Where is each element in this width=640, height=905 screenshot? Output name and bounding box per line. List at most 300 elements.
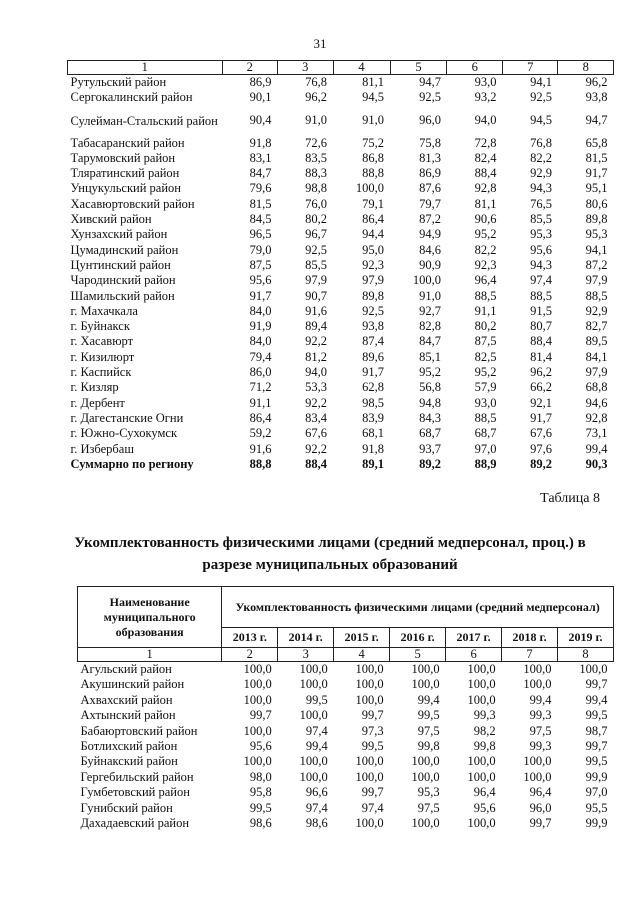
cell-value: 89,8 [585, 212, 608, 227]
cell-value: 80,2 [305, 212, 328, 227]
cell-value: 99,3 [529, 739, 552, 754]
table-row [68, 106, 614, 136]
total-value: 89,2 [419, 456, 441, 471]
column-number: 6 [447, 61, 503, 75]
column-number: 6 [446, 648, 502, 662]
cell-value: 68,1 [362, 426, 384, 441]
cell-value: 99,5 [585, 708, 608, 723]
column-number: 1 [78, 648, 222, 662]
cell-value: 85,5 [305, 257, 328, 272]
cell-value: 97,6 [530, 441, 552, 456]
row-name: Сергокалинский район [70, 90, 193, 105]
row-name: Ахвахский район [80, 692, 173, 707]
cell-value: 87,5 [249, 257, 272, 272]
table-nurse-staffing [77, 586, 614, 831]
cell-value: 97,5 [417, 723, 440, 738]
column-number-row [68, 61, 614, 75]
cell-value: 99,5 [361, 739, 384, 754]
cell-value: 87,4 [362, 334, 384, 349]
cell-value: 92,5 [419, 90, 441, 105]
cell-value: 100,0 [299, 708, 328, 723]
row-name: г. Махачкала [70, 303, 138, 318]
cell-value: 97,9 [585, 273, 608, 288]
cell-value: 92,9 [530, 166, 552, 181]
cell-value: 100,0 [467, 769, 496, 784]
cell-value: 87,2 [419, 212, 441, 227]
table-row [68, 136, 614, 151]
column-number: 4 [333, 61, 390, 75]
cell-value: 100,0 [355, 662, 384, 676]
cell-value: 97,9 [362, 273, 384, 288]
table-row [78, 693, 614, 708]
cell-value: 99,5 [249, 800, 272, 815]
cell-value: 92,5 [362, 303, 384, 318]
row-name: г. Каспийск [70, 365, 132, 380]
cell-value: 71,2 [249, 380, 272, 395]
cell-value: 83,9 [362, 410, 384, 425]
cell-value: 91,9 [249, 319, 272, 334]
cell-value: 91,7 [362, 365, 384, 380]
cell-value: 92,8 [474, 181, 497, 196]
cell-value: 99,9 [585, 769, 608, 784]
page-number: 31 [313, 36, 327, 51]
cell-value: 95,3 [417, 785, 440, 800]
table-row [68, 365, 614, 380]
cell-value: 92,2 [305, 395, 328, 410]
column-number: 5 [390, 61, 447, 75]
cell-value: 100,0 [243, 677, 272, 692]
cell-value: 79,6 [249, 181, 272, 196]
cell-value: 99,4 [417, 692, 440, 707]
cell-value: 94,0 [305, 365, 328, 380]
cell-value: 97,0 [585, 785, 608, 800]
table-row [68, 442, 614, 457]
row-name: Табасаранский район [70, 135, 185, 150]
cell-value: 79,1 [362, 196, 384, 211]
cell-value: 97,4 [530, 273, 552, 288]
table-row [78, 724, 614, 739]
table-row [78, 662, 614, 678]
total-value: 89,1 [362, 456, 384, 471]
cell-value: 91,7 [249, 288, 272, 303]
cell-value: 90,7 [305, 288, 328, 303]
row-name: г. Дербент [70, 395, 125, 410]
cell-value: 94,7 [585, 112, 608, 127]
cell-value: 93,8 [362, 319, 384, 334]
cell-value: 67,6 [530, 426, 552, 441]
cell-value: 98,6 [249, 816, 272, 831]
cell-value: 100,0 [243, 754, 272, 769]
cell-value: 83,5 [305, 150, 328, 165]
table-row [68, 380, 614, 395]
cell-value: 86,0 [249, 365, 272, 380]
table-title: Укомплектованность физическими лицами (средний медперсонал, проц.) в разрезе муниципальных образований [74, 535, 586, 573]
year-header: 2018 г. [502, 628, 558, 648]
cell-value: 94,8 [419, 395, 441, 410]
row-name: Гергебильский район [80, 769, 194, 784]
cell-value: 91,0 [362, 112, 384, 127]
cell-value: 92,2 [305, 441, 328, 456]
year-header: 2017 г. [446, 628, 502, 648]
cell-value: 81,5 [585, 150, 608, 165]
cell-value: 81,3 [419, 150, 441, 165]
cell-value: 100,0 [467, 754, 496, 769]
cell-value: 100,0 [523, 662, 552, 676]
total-value: 90,3 [585, 456, 608, 471]
table-row [68, 411, 614, 426]
table-staffing-continued [67, 60, 614, 472]
cell-value: 85,1 [419, 349, 441, 364]
cell-value: 97,4 [305, 800, 328, 815]
cell-value: 96,0 [529, 800, 552, 815]
cell-value: 96,0 [419, 112, 441, 127]
cell-value: 99,4 [585, 692, 608, 707]
table-row [78, 754, 614, 769]
cell-value: 82,7 [585, 319, 608, 334]
cell-value: 100,0 [579, 662, 608, 676]
cell-value: 94,5 [530, 112, 552, 127]
table-row [68, 289, 614, 304]
cell-value: 99,9 [585, 816, 608, 831]
cell-value: 98,8 [305, 181, 328, 196]
cell-value: 99,4 [529, 692, 552, 707]
cell-value: 95,3 [530, 227, 552, 242]
row-name: Тарумовский район [70, 150, 176, 165]
row-name: Буйнакский район [80, 754, 178, 769]
cell-value: 95,2 [474, 227, 497, 242]
cell-value: 76,5 [530, 196, 552, 211]
column-group-header: Укомплектованность физическими лицами (средний медперсонал) [222, 587, 614, 628]
cell-value: 96,2 [585, 75, 608, 89]
cell-value: 86,9 [419, 166, 441, 181]
row-name: Хунзахский район [70, 227, 168, 242]
table-row [68, 227, 614, 242]
cell-value: 82,5 [474, 349, 497, 364]
cell-value: 97,3 [361, 723, 384, 738]
cell-value: 95,8 [249, 785, 272, 800]
table-row [78, 816, 614, 831]
cell-value: 100,0 [411, 769, 440, 784]
cell-value: 76,0 [305, 196, 328, 211]
cell-value: 96,4 [474, 273, 497, 288]
row-name: Хасавюртовский район [70, 196, 195, 211]
cell-value: 62,8 [362, 380, 384, 395]
cell-value: 76,8 [305, 75, 328, 89]
cell-value: 84,7 [419, 334, 441, 349]
cell-value: 91,8 [249, 135, 272, 150]
cell-value: 81,1 [474, 196, 497, 211]
cell-value: 72,8 [474, 135, 497, 150]
cell-value: 100,0 [299, 677, 328, 692]
cell-value: 84,0 [249, 303, 272, 318]
cell-value: 75,2 [362, 135, 384, 150]
cell-value: 100,0 [299, 662, 328, 676]
cell-value: 100,0 [299, 769, 328, 784]
cell-value: 99,7 [585, 739, 608, 754]
cell-value: 95,0 [362, 242, 384, 257]
cell-value: 94,1 [585, 242, 608, 257]
row-name: Гунибский район [80, 800, 173, 815]
cell-value: 100,0 [355, 677, 384, 692]
cell-value: 91,7 [530, 410, 552, 425]
column-number: 2 [222, 61, 278, 75]
cell-value: 68,7 [419, 426, 441, 441]
cell-value: 92,9 [585, 303, 608, 318]
cell-value: 100,0 [355, 181, 384, 196]
cell-value: 96,6 [305, 785, 328, 800]
cell-value: 91,1 [249, 395, 272, 410]
cell-value: 97,5 [417, 800, 440, 815]
column-number-row [78, 648, 614, 662]
cell-value: 87,2 [585, 257, 608, 272]
cell-value: 88,5 [474, 410, 497, 425]
year-header: 2014 г. [278, 628, 334, 648]
table-row [68, 90, 614, 105]
total-value: 88,8 [249, 456, 272, 471]
cell-value: 99,5 [305, 692, 328, 707]
cell-value: 88,3 [305, 166, 328, 181]
cell-value: 92,1 [530, 395, 552, 410]
cell-value: 99,5 [585, 754, 608, 769]
cell-value: 92,7 [419, 303, 441, 318]
row-name: Ахтынский район [80, 708, 176, 723]
cell-value: 100,0 [467, 692, 496, 707]
cell-value: 89,5 [585, 334, 608, 349]
cell-value: 91,0 [305, 112, 328, 127]
table-row [68, 151, 614, 166]
cell-value: 68,7 [474, 426, 497, 441]
cell-value: 98,6 [305, 816, 328, 831]
row-name: г. Дагестанские Огни [70, 410, 184, 425]
cell-value: 99,5 [417, 708, 440, 723]
row-name: Сулейман-Стальский район [70, 113, 218, 128]
row-name: г. Избербаш [70, 441, 134, 456]
cell-value: 99,3 [529, 708, 552, 723]
cell-value: 84,5 [249, 212, 272, 227]
cell-value: 100,0 [355, 692, 384, 707]
cell-value: 67,6 [305, 426, 328, 441]
row-name: Чародинский район [70, 273, 176, 288]
cell-value: 66,2 [530, 380, 552, 395]
cell-value: 93,0 [474, 75, 497, 89]
cell-value: 59,2 [249, 426, 272, 441]
cell-value: 87,6 [419, 181, 441, 196]
cell-value: 96,2 [530, 365, 552, 380]
cell-value: 96,7 [305, 227, 328, 242]
cell-value: 100,0 [523, 754, 552, 769]
table-row [68, 273, 614, 288]
cell-value: 84,7 [249, 166, 272, 181]
year-header: 2013 г. [222, 628, 278, 648]
cell-value: 95,1 [585, 181, 608, 196]
column-number: 5 [390, 648, 446, 662]
column-number: 4 [334, 648, 390, 662]
cell-value: 100,0 [411, 662, 440, 676]
row-name: Дахадаевский район [80, 816, 190, 831]
cell-value: 92,2 [305, 334, 328, 349]
total-label: Суммарно по региону [70, 456, 194, 471]
column-number: 8 [558, 648, 614, 662]
table-row [68, 243, 614, 258]
cell-value: 83,1 [249, 150, 272, 165]
cell-value: 97,5 [529, 723, 552, 738]
cell-value: 86,9 [249, 75, 272, 89]
cell-value: 97,4 [305, 723, 328, 738]
cell-value: 96,4 [529, 785, 552, 800]
cell-value: 76,8 [530, 135, 552, 150]
table-row [68, 319, 614, 334]
cell-value: 89,4 [305, 319, 328, 334]
cell-value: 82,2 [530, 150, 552, 165]
cell-value: 87,5 [474, 334, 497, 349]
table-row [68, 426, 614, 441]
table-row [68, 334, 614, 349]
cell-value: 95,6 [473, 800, 496, 815]
cell-value: 81,2 [305, 349, 328, 364]
table-row [78, 677, 614, 692]
table-row [78, 770, 614, 785]
cell-value: 99,4 [585, 441, 608, 456]
cell-value: 81,4 [530, 349, 552, 364]
cell-value: 82,2 [474, 242, 497, 257]
cell-value: 90,6 [474, 212, 497, 227]
cell-value: 99,7 [361, 785, 384, 800]
cell-value: 97,4 [361, 800, 384, 815]
cell-value: 92,5 [530, 90, 552, 105]
cell-value: 95,6 [249, 739, 272, 754]
cell-value: 98,2 [473, 723, 496, 738]
row-name: г. Кизилюрт [70, 349, 135, 364]
cell-value: 91,0 [419, 288, 441, 303]
table-row [68, 396, 614, 411]
cell-value: 81,5 [249, 196, 272, 211]
cell-value: 94,3 [530, 181, 552, 196]
cell-value: 91,1 [474, 303, 497, 318]
cell-value: 100,0 [467, 816, 496, 831]
cell-value: 56,8 [419, 380, 441, 395]
cell-value: 68,8 [585, 380, 608, 395]
cell-value: 88,4 [530, 334, 552, 349]
row-name: Гумбетовский район [80, 785, 190, 800]
cell-value: 100,0 [523, 677, 552, 692]
cell-value: 97,9 [305, 273, 328, 288]
cell-value: 97,9 [585, 365, 608, 380]
cell-value: 92,8 [585, 410, 608, 425]
column-number: 3 [278, 61, 334, 75]
table-row [78, 801, 614, 816]
table-caption: Таблица 8 [540, 491, 600, 506]
year-header: 2015 г. [334, 628, 390, 648]
cell-value: 93,0 [474, 395, 497, 410]
total-row [68, 457, 614, 472]
row-name: г. Хасавюрт [70, 334, 134, 349]
row-name: Унцукульский район [70, 181, 181, 196]
cell-value: 95,5 [585, 800, 608, 815]
cell-value: 57,9 [474, 380, 497, 395]
column-number: 8 [558, 61, 614, 75]
cell-value: 94,5 [362, 90, 384, 105]
cell-value: 96,2 [305, 90, 328, 105]
row-name: г. Кизляр [70, 380, 119, 395]
cell-value: 99,8 [417, 739, 440, 754]
table-row [78, 785, 614, 800]
cell-value: 100,0 [355, 816, 384, 831]
cell-value: 100,0 [411, 677, 440, 692]
total-value: 89,2 [530, 456, 552, 471]
cell-value: 92,3 [474, 257, 497, 272]
cell-value: 91,6 [249, 441, 272, 456]
column-number: 7 [502, 61, 558, 75]
cell-value: 86,8 [362, 150, 384, 165]
row-name: Рутульский район [70, 75, 167, 89]
cell-value: 93,2 [474, 90, 497, 105]
cell-value: 88,8 [362, 166, 384, 181]
cell-value: 72,6 [305, 135, 328, 150]
row-name: Бабаюртовский район [80, 723, 198, 738]
table-row [68, 75, 614, 91]
cell-value: 100,0 [467, 677, 496, 692]
cell-value: 100,0 [355, 754, 384, 769]
cell-value: 84,1 [585, 349, 608, 364]
row-name: г. Южно-Сухокумск [70, 426, 178, 441]
cell-value: 98,0 [249, 769, 272, 784]
cell-value: 100,0 [467, 662, 496, 676]
cell-value: 92,5 [305, 242, 328, 257]
cell-value: 84,0 [249, 334, 272, 349]
cell-value: 86,4 [249, 410, 272, 425]
cell-value: 100,0 [411, 754, 440, 769]
cell-value: 98,5 [362, 395, 384, 410]
cell-value: 88,5 [530, 288, 552, 303]
cell-value: 95,3 [585, 227, 608, 242]
cell-value: 100,0 [243, 692, 272, 707]
cell-value: 80,7 [530, 319, 552, 334]
cell-value: 65,8 [585, 135, 608, 150]
row-name: Шамильский район [70, 288, 175, 303]
cell-value: 90,9 [419, 257, 441, 272]
table-row [68, 258, 614, 273]
table-row [68, 166, 614, 181]
total-value: 88,4 [305, 456, 328, 471]
cell-value: 94,9 [419, 227, 441, 242]
cell-value: 82,8 [419, 319, 441, 334]
cell-value: 90,4 [249, 112, 272, 127]
cell-value: 94,4 [362, 227, 384, 242]
cell-value: 79,4 [249, 349, 272, 364]
cell-value: 85,5 [530, 212, 552, 227]
cell-value: 91,6 [305, 303, 328, 318]
cell-value: 99,8 [473, 739, 496, 754]
table-row [68, 197, 614, 212]
total-value: 88,9 [474, 456, 497, 471]
row-name: Агульский район [80, 662, 172, 676]
cell-value: 97,0 [474, 441, 497, 456]
column-header-name: Наименование муниципального образования [78, 587, 222, 648]
cell-value: 100,0 [523, 769, 552, 784]
cell-value: 94,0 [474, 112, 497, 127]
cell-value: 95,2 [474, 365, 497, 380]
column-number: 2 [222, 648, 278, 662]
cell-value: 75,8 [419, 135, 441, 150]
cell-value: 84,6 [419, 242, 441, 257]
cell-value: 89,6 [362, 349, 384, 364]
cell-value: 100,0 [411, 816, 440, 831]
cell-value: 89,8 [362, 288, 384, 303]
cell-value: 95,6 [530, 242, 552, 257]
cell-value: 86,4 [362, 212, 384, 227]
cell-value: 79,0 [249, 242, 272, 257]
year-header: 2016 г. [390, 628, 446, 648]
